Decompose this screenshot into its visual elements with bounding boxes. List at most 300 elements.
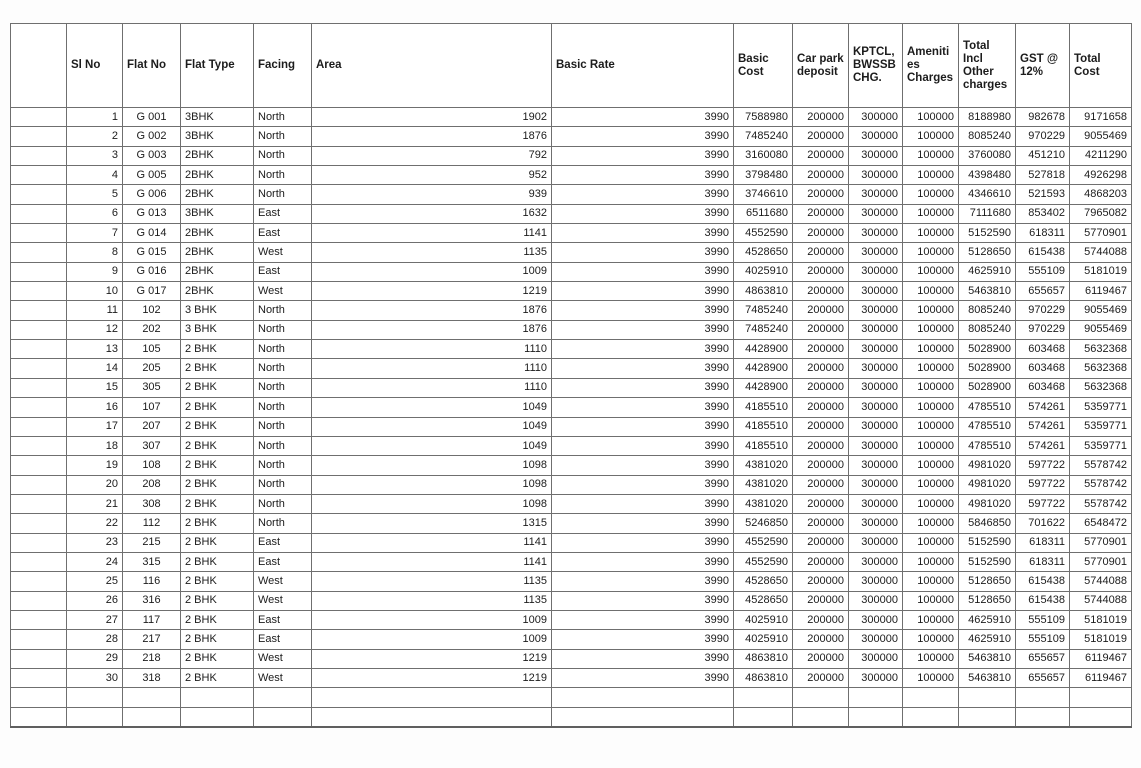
- table-row: [11, 514, 1132, 533]
- cell-total-incl-other-charges: 8085240: [959, 320, 1016, 339]
- cell-sl-no: 18: [67, 436, 123, 455]
- empty-cell: [181, 707, 254, 726]
- column-header-amenities-charges: Amenities Charges: [903, 24, 959, 108]
- cell-basic-cost: 4863810: [734, 668, 793, 687]
- cell-total-cost: 9171658: [1070, 108, 1132, 127]
- cell-kptcl-bwssb-chg: 300000: [849, 649, 903, 668]
- cell-gst-12: 451210: [1016, 146, 1070, 165]
- cell-flat-no: G 015: [123, 243, 181, 262]
- cell-sl-no: 14: [67, 359, 123, 378]
- table-row: [11, 185, 1132, 204]
- cell-gst-12: 555109: [1016, 610, 1070, 629]
- cell-area: 1009: [312, 610, 552, 629]
- cell-flat-type: 2BHK: [181, 243, 254, 262]
- cell-kptcl-bwssb-chg: 300000: [849, 127, 903, 146]
- cell-basic-rate: 3990: [552, 127, 734, 146]
- cell-total-cost: 9055469: [1070, 320, 1132, 339]
- cell-flat-type: 2 BHK: [181, 494, 254, 513]
- cell-car-park-deposit: 200000: [793, 127, 849, 146]
- empty-cell: [123, 707, 181, 726]
- cell-flat-no: 207: [123, 417, 181, 436]
- cell-kptcl-bwssb-chg: 300000: [849, 320, 903, 339]
- cell-total-incl-other-charges: 4981020: [959, 494, 1016, 513]
- table-row: [11, 456, 1132, 475]
- cell-flat-no: G 002: [123, 127, 181, 146]
- cell-amenities-charges: 100000: [903, 572, 959, 591]
- cell-kptcl-bwssb-chg: 300000: [849, 262, 903, 281]
- cell-basic-cost: 7588980: [734, 108, 793, 127]
- cell-area: 952: [312, 166, 552, 185]
- cell-basic-rate: 3990: [552, 243, 734, 262]
- cell-kptcl-bwssb-chg: 300000: [849, 668, 903, 687]
- cell-total-incl-other-charges: 5128650: [959, 243, 1016, 262]
- cell-gst-12: 615438: [1016, 591, 1070, 610]
- cell-facing: North: [254, 146, 312, 165]
- cell-gst-12: 574261: [1016, 436, 1070, 455]
- cell-total-cost: 4211290: [1070, 146, 1132, 165]
- cell-flat-type: 2 BHK: [181, 533, 254, 552]
- table-row: [11, 108, 1132, 127]
- cell-sl-no: 26: [67, 591, 123, 610]
- empty-cell: [11, 688, 67, 707]
- cell-car-park-deposit: 200000: [793, 630, 849, 649]
- cell-basic-rate: 3990: [552, 224, 734, 243]
- cell-total-incl-other-charges: 4785510: [959, 398, 1016, 417]
- table-row: [11, 282, 1132, 301]
- cell-gst-12: 970229: [1016, 127, 1070, 146]
- cell-row-selector: [11, 456, 67, 475]
- table-row: [11, 591, 1132, 610]
- cell-basic-rate: 3990: [552, 262, 734, 281]
- cell-area: 1141: [312, 224, 552, 243]
- cell-gst-12: 970229: [1016, 301, 1070, 320]
- cell-gst-12: 555109: [1016, 262, 1070, 281]
- cell-total-cost: 5578742: [1070, 494, 1132, 513]
- cell-car-park-deposit: 200000: [793, 146, 849, 165]
- cell-row-selector: [11, 359, 67, 378]
- cell-area: 1049: [312, 417, 552, 436]
- cell-sl-no: 19: [67, 456, 123, 475]
- cell-amenities-charges: 100000: [903, 533, 959, 552]
- cell-area: 1098: [312, 494, 552, 513]
- empty-table-row: [11, 688, 1132, 707]
- cell-basic-rate: 3990: [552, 417, 734, 436]
- cell-basic-rate: 3990: [552, 146, 734, 165]
- cell-total-incl-other-charges: 8188980: [959, 108, 1016, 127]
- cell-car-park-deposit: 200000: [793, 514, 849, 533]
- cell-basic-rate: 3990: [552, 668, 734, 687]
- cell-gst-12: 603468: [1016, 378, 1070, 397]
- cell-basic-cost: 4863810: [734, 649, 793, 668]
- column-header-car-park-deposit: Car park deposit: [793, 24, 849, 108]
- empty-cell: [67, 707, 123, 726]
- cell-kptcl-bwssb-chg: 300000: [849, 456, 903, 475]
- cell-facing: West: [254, 591, 312, 610]
- cell-car-park-deposit: 200000: [793, 166, 849, 185]
- cell-flat-no: 117: [123, 610, 181, 629]
- cell-gst-12: 603468: [1016, 359, 1070, 378]
- cell-sl-no: 21: [67, 494, 123, 513]
- cell-flat-no: 105: [123, 340, 181, 359]
- cell-basic-cost: 4528650: [734, 591, 793, 610]
- cell-kptcl-bwssb-chg: 300000: [849, 301, 903, 320]
- cell-total-cost: 7965082: [1070, 204, 1132, 223]
- cell-sl-no: 11: [67, 301, 123, 320]
- cell-flat-type: 2 BHK: [181, 630, 254, 649]
- cell-flat-no: 305: [123, 378, 181, 397]
- cell-kptcl-bwssb-chg: 300000: [849, 514, 903, 533]
- empty-cell: [312, 688, 552, 707]
- cell-area: 1141: [312, 533, 552, 552]
- cell-amenities-charges: 100000: [903, 494, 959, 513]
- cell-sl-no: 15: [67, 378, 123, 397]
- column-header-facing: Facing: [254, 24, 312, 108]
- cell-basic-rate: 3990: [552, 282, 734, 301]
- cell-area: 1009: [312, 630, 552, 649]
- cell-car-park-deposit: 200000: [793, 262, 849, 281]
- cell-flat-no: 307: [123, 436, 181, 455]
- cell-car-park-deposit: 200000: [793, 668, 849, 687]
- table-header: [11, 24, 1132, 108]
- cell-gst-12: 615438: [1016, 572, 1070, 591]
- cell-sl-no: 1: [67, 108, 123, 127]
- cell-total-cost: 5632368: [1070, 340, 1132, 359]
- cell-amenities-charges: 100000: [903, 185, 959, 204]
- cell-gst-12: 970229: [1016, 320, 1070, 339]
- cell-amenities-charges: 100000: [903, 417, 959, 436]
- cell-car-park-deposit: 200000: [793, 572, 849, 591]
- cell-gst-12: 597722: [1016, 475, 1070, 494]
- cell-amenities-charges: 100000: [903, 224, 959, 243]
- table-row: [11, 127, 1132, 146]
- cell-facing: West: [254, 243, 312, 262]
- cell-basic-cost: 4528650: [734, 572, 793, 591]
- cell-gst-12: 527818: [1016, 166, 1070, 185]
- cell-row-selector: [11, 475, 67, 494]
- cell-basic-rate: 3990: [552, 340, 734, 359]
- cell-area: 1632: [312, 204, 552, 223]
- cell-basic-rate: 3990: [552, 185, 734, 204]
- cell-gst-12: 555109: [1016, 630, 1070, 649]
- cell-basic-rate: 3990: [552, 475, 734, 494]
- cell-basic-rate: 3990: [552, 166, 734, 185]
- table-row: [11, 204, 1132, 223]
- cell-amenities-charges: 100000: [903, 552, 959, 571]
- empty-cell: [734, 707, 793, 726]
- empty-cell: [1016, 688, 1070, 707]
- cell-basic-cost: 6511680: [734, 204, 793, 223]
- cell-total-cost: 5770901: [1070, 224, 1132, 243]
- empty-cell: [181, 688, 254, 707]
- cell-flat-type: 2 BHK: [181, 436, 254, 455]
- cell-total-cost: 5359771: [1070, 436, 1132, 455]
- cell-flat-type: 3 BHK: [181, 320, 254, 339]
- empty-cell: [254, 688, 312, 707]
- cell-facing: North: [254, 166, 312, 185]
- cell-basic-rate: 3990: [552, 436, 734, 455]
- cell-flat-no: 112: [123, 514, 181, 533]
- cell-basic-cost: 4381020: [734, 475, 793, 494]
- cell-total-cost: 5578742: [1070, 456, 1132, 475]
- cell-car-park-deposit: 200000: [793, 417, 849, 436]
- table-row: [11, 262, 1132, 281]
- cell-gst-12: 982678: [1016, 108, 1070, 127]
- table-row: [11, 243, 1132, 262]
- cell-car-park-deposit: 200000: [793, 378, 849, 397]
- empty-cell: [793, 707, 849, 726]
- cell-basic-cost: 7485240: [734, 320, 793, 339]
- cell-gst-12: 521593: [1016, 185, 1070, 204]
- cell-facing: East: [254, 630, 312, 649]
- cell-amenities-charges: 100000: [903, 320, 959, 339]
- table-row: [11, 630, 1132, 649]
- cell-amenities-charges: 100000: [903, 668, 959, 687]
- table-row: [11, 436, 1132, 455]
- cell-area: 1135: [312, 243, 552, 262]
- cell-flat-type: 2 BHK: [181, 398, 254, 417]
- cell-total-cost: 9055469: [1070, 301, 1132, 320]
- cell-facing: North: [254, 359, 312, 378]
- cell-amenities-charges: 100000: [903, 436, 959, 455]
- empty-cell: [312, 707, 552, 726]
- cell-flat-no: G 017: [123, 282, 181, 301]
- cell-gst-12: 655657: [1016, 668, 1070, 687]
- cell-basic-rate: 3990: [552, 514, 734, 533]
- cell-flat-no: 108: [123, 456, 181, 475]
- cell-row-selector: [11, 572, 67, 591]
- empty-cell: [903, 688, 959, 707]
- cell-total-incl-other-charges: 4785510: [959, 417, 1016, 436]
- table-body: [11, 108, 1132, 727]
- cell-row-selector: [11, 243, 67, 262]
- cell-sl-no: 4: [67, 166, 123, 185]
- cell-car-park-deposit: 200000: [793, 475, 849, 494]
- cell-area: 1110: [312, 340, 552, 359]
- empty-cell: [123, 688, 181, 707]
- cell-flat-type: 2 BHK: [181, 475, 254, 494]
- cell-row-selector: [11, 649, 67, 668]
- cell-flat-type: 2BHK: [181, 166, 254, 185]
- cell-kptcl-bwssb-chg: 300000: [849, 630, 903, 649]
- cell-sl-no: 20: [67, 475, 123, 494]
- cell-row-selector: [11, 436, 67, 455]
- cell-total-cost: 5770901: [1070, 552, 1132, 571]
- cell-facing: East: [254, 204, 312, 223]
- cell-car-park-deposit: 200000: [793, 610, 849, 629]
- cell-basic-cost: 4428900: [734, 378, 793, 397]
- cell-basic-cost: 4381020: [734, 494, 793, 513]
- empty-cell: [1070, 688, 1132, 707]
- cell-flat-no: 208: [123, 475, 181, 494]
- column-header-flat-no: Flat No: [123, 24, 181, 108]
- cell-amenities-charges: 100000: [903, 243, 959, 262]
- cell-row-selector: [11, 417, 67, 436]
- cell-gst-12: 574261: [1016, 417, 1070, 436]
- cell-total-cost: 5359771: [1070, 398, 1132, 417]
- cell-total-incl-other-charges: 4346610: [959, 185, 1016, 204]
- cell-flat-type: 2BHK: [181, 282, 254, 301]
- cell-sl-no: 9: [67, 262, 123, 281]
- cell-basic-rate: 3990: [552, 649, 734, 668]
- cell-basic-cost: 3746610: [734, 185, 793, 204]
- cell-basic-cost: 3798480: [734, 166, 793, 185]
- cell-basic-cost: 4185510: [734, 398, 793, 417]
- cell-row-selector: [11, 224, 67, 243]
- cell-kptcl-bwssb-chg: 300000: [849, 224, 903, 243]
- cell-basic-rate: 3990: [552, 301, 734, 320]
- cell-facing: North: [254, 127, 312, 146]
- cell-total-incl-other-charges: 4981020: [959, 456, 1016, 475]
- column-header-gst-12: GST @ 12%: [1016, 24, 1070, 108]
- column-header-basic-rate: Basic Rate: [552, 24, 734, 108]
- cell-row-selector: [11, 340, 67, 359]
- cell-flat-type: 2 BHK: [181, 552, 254, 571]
- cell-car-park-deposit: 200000: [793, 243, 849, 262]
- cell-total-incl-other-charges: 5128650: [959, 591, 1016, 610]
- cell-total-cost: 6119467: [1070, 282, 1132, 301]
- cell-facing: East: [254, 610, 312, 629]
- cell-total-incl-other-charges: 5463810: [959, 649, 1016, 668]
- cell-total-incl-other-charges: 5152590: [959, 224, 1016, 243]
- cell-basic-rate: 3990: [552, 552, 734, 571]
- cell-gst-12: 853402: [1016, 204, 1070, 223]
- cell-basic-cost: 4552590: [734, 552, 793, 571]
- cell-area: 1135: [312, 572, 552, 591]
- cell-amenities-charges: 100000: [903, 262, 959, 281]
- cell-flat-type: 2BHK: [181, 146, 254, 165]
- cell-basic-cost: 4552590: [734, 533, 793, 552]
- table-row: [11, 610, 1132, 629]
- cell-flat-type: 2 BHK: [181, 417, 254, 436]
- cell-flat-no: G 014: [123, 224, 181, 243]
- cell-sl-no: 6: [67, 204, 123, 223]
- table-row: [11, 340, 1132, 359]
- cell-row-selector: [11, 301, 67, 320]
- cell-sl-no: 2: [67, 127, 123, 146]
- cell-area: 1009: [312, 262, 552, 281]
- cell-sl-no: 29: [67, 649, 123, 668]
- table-row: [11, 224, 1132, 243]
- empty-cell: [849, 688, 903, 707]
- cell-facing: North: [254, 340, 312, 359]
- cell-row-selector: [11, 166, 67, 185]
- cell-car-park-deposit: 200000: [793, 591, 849, 610]
- cell-flat-type: 2 BHK: [181, 591, 254, 610]
- cell-flat-no: 316: [123, 591, 181, 610]
- cell-flat-no: 102: [123, 301, 181, 320]
- table-row: [11, 533, 1132, 552]
- column-header-sl-no: Sl No: [67, 24, 123, 108]
- cell-area: 1876: [312, 320, 552, 339]
- empty-cell: [552, 688, 734, 707]
- header-row: [11, 24, 1132, 108]
- cell-basic-cost: 4428900: [734, 340, 793, 359]
- cell-kptcl-bwssb-chg: 300000: [849, 436, 903, 455]
- cell-total-incl-other-charges: 8085240: [959, 301, 1016, 320]
- cell-area: 1219: [312, 649, 552, 668]
- empty-cell: [903, 707, 959, 726]
- cell-basic-rate: 3990: [552, 359, 734, 378]
- cell-basic-cost: 4025910: [734, 610, 793, 629]
- cell-kptcl-bwssb-chg: 300000: [849, 282, 903, 301]
- cell-flat-no: G 016: [123, 262, 181, 281]
- table-row: [11, 359, 1132, 378]
- cell-row-selector: [11, 398, 67, 417]
- empty-cell: [849, 707, 903, 726]
- cell-row-selector: [11, 282, 67, 301]
- cell-area: 1135: [312, 591, 552, 610]
- cell-car-park-deposit: 200000: [793, 398, 849, 417]
- cell-basic-cost: 3160080: [734, 146, 793, 165]
- cell-car-park-deposit: 200000: [793, 436, 849, 455]
- cell-total-cost: 6119467: [1070, 649, 1132, 668]
- cell-flat-type: 3BHK: [181, 204, 254, 223]
- empty-cell: [959, 688, 1016, 707]
- cell-total-incl-other-charges: 5128650: [959, 572, 1016, 591]
- cell-basic-cost: 4025910: [734, 262, 793, 281]
- cell-area: 792: [312, 146, 552, 165]
- cell-facing: North: [254, 514, 312, 533]
- cell-total-cost: 5359771: [1070, 417, 1132, 436]
- cell-basic-cost: 4863810: [734, 282, 793, 301]
- empty-cell: [1070, 707, 1132, 726]
- cell-row-selector: [11, 146, 67, 165]
- cell-sl-no: 7: [67, 224, 123, 243]
- cell-car-park-deposit: 200000: [793, 533, 849, 552]
- cell-flat-type: 2 BHK: [181, 572, 254, 591]
- cell-flat-no: 308: [123, 494, 181, 513]
- column-header-total-incl-other-charges: Total Incl Other charges: [959, 24, 1016, 108]
- empty-cell: [67, 688, 123, 707]
- table-row: [11, 572, 1132, 591]
- cell-basic-rate: 3990: [552, 320, 734, 339]
- cell-kptcl-bwssb-chg: 300000: [849, 359, 903, 378]
- cell-row-selector: [11, 378, 67, 397]
- cell-gst-12: 615438: [1016, 243, 1070, 262]
- table-row: [11, 668, 1132, 687]
- cell-total-cost: 5578742: [1070, 475, 1132, 494]
- cell-flat-no: G 006: [123, 185, 181, 204]
- cell-amenities-charges: 100000: [903, 649, 959, 668]
- cell-flat-no: G 013: [123, 204, 181, 223]
- empty-table-row: [11, 707, 1132, 726]
- cell-kptcl-bwssb-chg: 300000: [849, 378, 903, 397]
- cell-gst-12: 701622: [1016, 514, 1070, 533]
- cell-facing: North: [254, 301, 312, 320]
- cell-area: 1219: [312, 668, 552, 687]
- cell-flat-type: 2BHK: [181, 185, 254, 204]
- cell-facing: West: [254, 282, 312, 301]
- cell-kptcl-bwssb-chg: 300000: [849, 243, 903, 262]
- cell-gst-12: 618311: [1016, 552, 1070, 571]
- cell-total-incl-other-charges: 7111680: [959, 204, 1016, 223]
- cell-basic-cost: 7485240: [734, 301, 793, 320]
- cell-facing: North: [254, 108, 312, 127]
- cell-total-cost: 4868203: [1070, 185, 1132, 204]
- cell-area: 1876: [312, 301, 552, 320]
- cell-total-incl-other-charges: 5463810: [959, 668, 1016, 687]
- cell-row-selector: [11, 494, 67, 513]
- cell-flat-type: 2BHK: [181, 224, 254, 243]
- cell-kptcl-bwssb-chg: 300000: [849, 572, 903, 591]
- cell-total-cost: 5744088: [1070, 591, 1132, 610]
- cell-flat-no: 218: [123, 649, 181, 668]
- cell-basic-cost: 4025910: [734, 630, 793, 649]
- cell-row-selector: [11, 185, 67, 204]
- column-header-flat-type: Flat Type: [181, 24, 254, 108]
- cell-amenities-charges: 100000: [903, 610, 959, 629]
- cell-total-incl-other-charges: 4625910: [959, 262, 1016, 281]
